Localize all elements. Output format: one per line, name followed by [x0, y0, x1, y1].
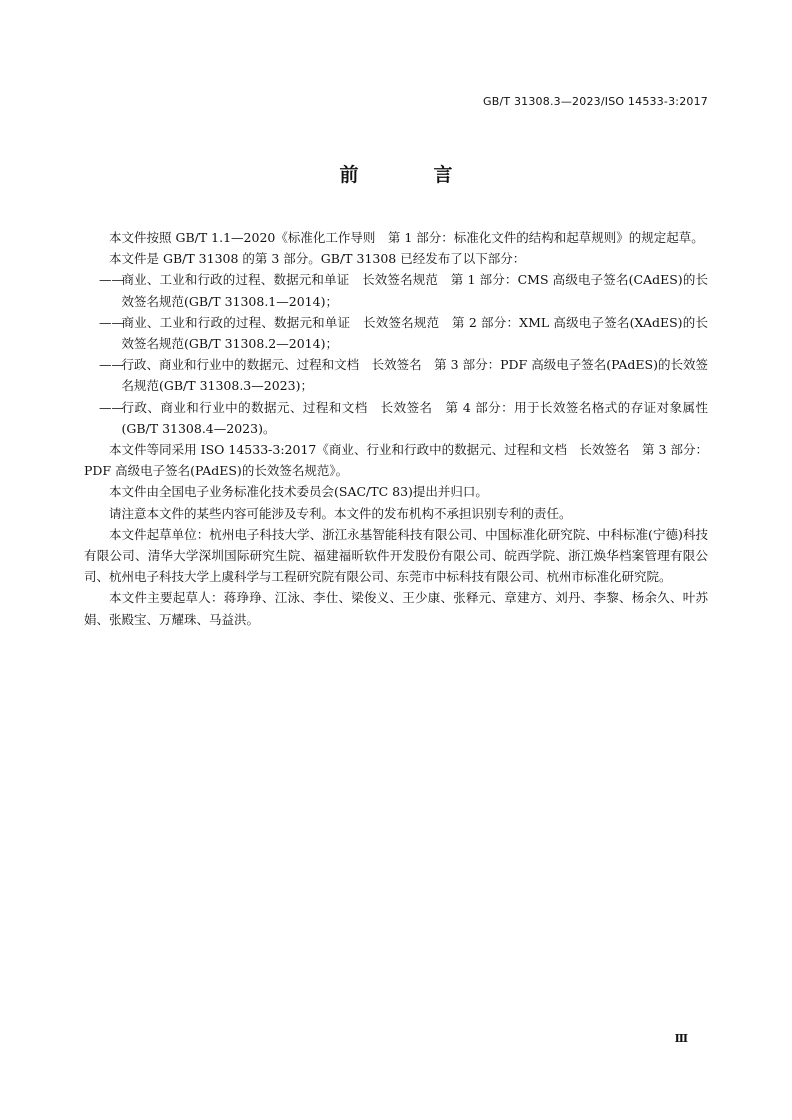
- paragraph-drafting-units: 本文件起草单位：杭州电子科技大学、浙江永基智能科技有限公司、中国标准化研究院、中科标准(宁德)科技有限公司、清华大学深圳国际研究生院、福建福昕软件开发股份有限公司、皖西学院、浙江焕华档案管理有限公司、杭州电子科技大学上虞科学与工程研究院有限公司、东莞市中标科技有限公司、杭州市标准化研究院。: [84, 526, 708, 585]
- list-item-text: 行政、商业和行业中的数据元、过程和文档 长效签名 第 4 部分：用于长效签名格式的存证对象属性(GB/T 31308.4—2023)。: [121, 399, 708, 436]
- paragraph-patent-notice: 请注意本文件的某些内容可能涉及专利。本文件的发布机构不承担识别专利的责任。: [109, 505, 572, 521]
- list-item-text: 商业、工业和行政的过程、数据元和单证 长效签名规范 第 1 部分：CMS 高级电子签名(CAdES)的长效签名规范(GB/T 31308.1—2014)；: [121, 272, 708, 309]
- list-item: [84, 354, 708, 396]
- dash-marker: ——: [99, 399, 124, 415]
- dash-marker: ——: [99, 314, 124, 330]
- page-number: Ⅲ: [674, 1032, 688, 1045]
- document-code-header: GB/T 31308.3—2023/ISO 14533-3:2017: [482, 95, 708, 108]
- list-item: [84, 269, 708, 311]
- document-body: [84, 227, 708, 630]
- paragraph-drafting-rules: 本文件按照 GB/T 1.1—2020《标准化工作导则 第 1 部分：标准化文件的结构和起草规则》的规定起草。: [109, 230, 704, 245]
- paragraph-committee: 本文件由全国电子业务标准化技术委员会(SAC/TC 83)提出并归口。: [109, 484, 488, 500]
- list-item: [84, 312, 708, 354]
- paragraph-drafters: 本文件主要起草人：蒋琤琤、江泳、李仕、梁俊义、王少康、张释元、章建方、刘丹、李黎、杨余久、叶苏娟、张殿宝、万耀珠、马益洪。: [84, 590, 708, 627]
- dash-marker: ——: [99, 357, 124, 373]
- paragraph-parts-intro: 本文件是 GB/T 31308 的第 3 部分。GB/T 31308 已经发布了以下部分：: [109, 251, 526, 267]
- dash-marker: ——: [99, 272, 124, 288]
- list-item-text: 商业、工业和行政的过程、数据元和单证 长效签名规范 第 2 部分：XML 高级电子签名(XAdES)的长效签名规范(GB/T 31308.2—2014)；: [121, 314, 708, 352]
- page-title: 前 言: [339, 164, 481, 186]
- list-item-text: 行政、商业和行业中的数据元、过程和文档 长效签名 第 3 部分：PDF 高级电子签名(PAdES)的长效签名规范(GB/T 31308.3—2023)；: [121, 357, 708, 394]
- paragraph-adoption: 本文件等同采用 ISO 14533-3:2017《商业、行业和行政中的数据元、过程和文档 长效签名 第 3 部分：PDF 高级电子签名(PAdES)的长效签名规范》。: [84, 442, 708, 479]
- list-item: [84, 397, 708, 439]
